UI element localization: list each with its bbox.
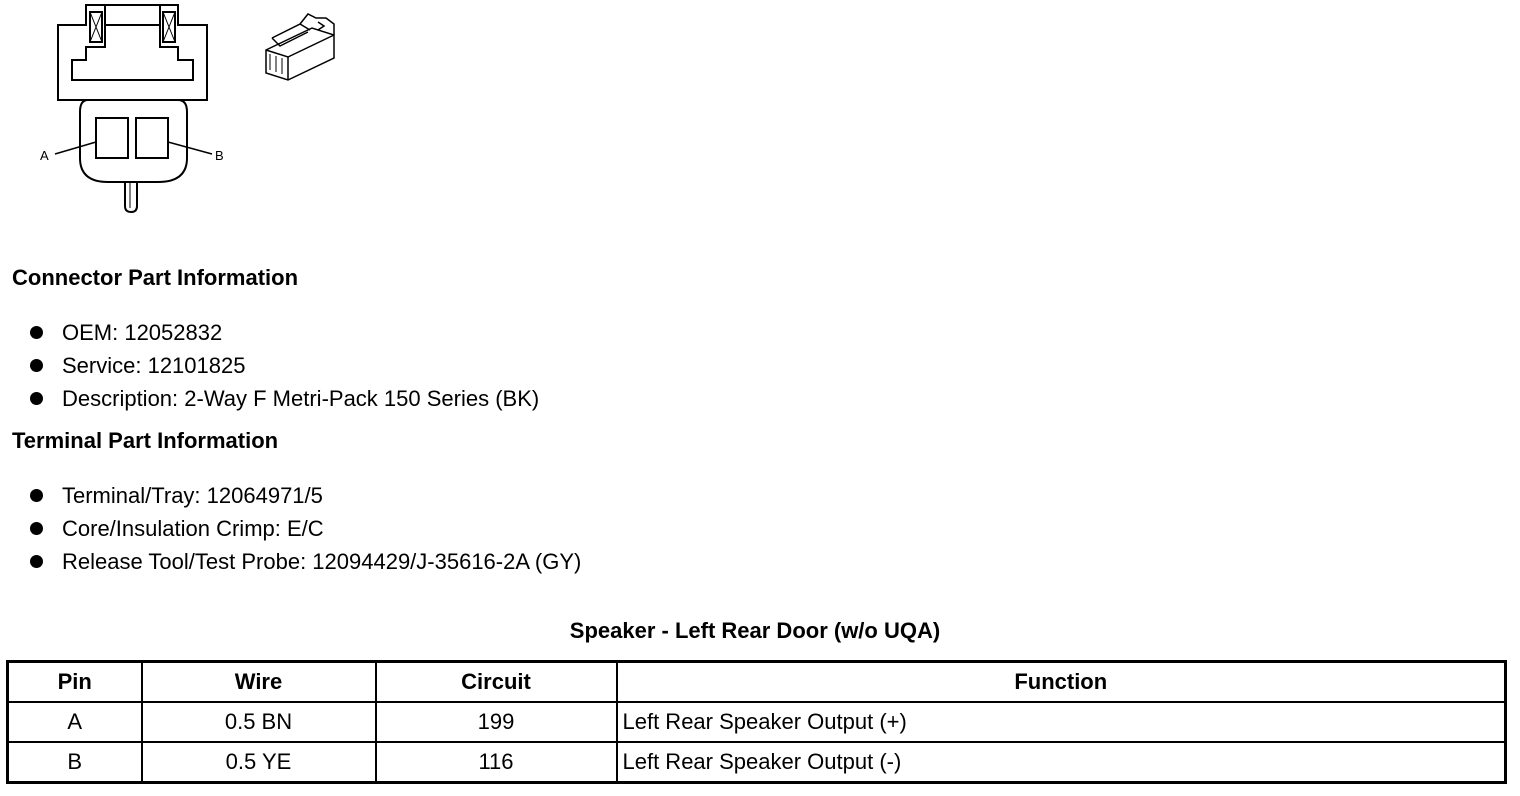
column-header-circuit: Circuit — [376, 662, 617, 703]
connector-face-view — [55, 5, 212, 212]
list-item — [30, 514, 581, 547]
list-item — [30, 318, 539, 351]
bullet-icon — [30, 359, 43, 372]
table-title: Speaker - Left Rear Door (w/o UQA) — [569, 618, 941, 643]
list-item — [30, 384, 539, 417]
pin-cell: B — [8, 742, 142, 783]
list-item-text: OEM: 12052832 — [62, 320, 223, 345]
terminal-part-info-heading: Terminal Part Information — [12, 428, 279, 453]
column-header-pin: Pin — [8, 662, 142, 703]
connector-part-info-heading: Connector Part Information — [12, 265, 299, 290]
table-row — [8, 702, 1506, 742]
circuit-cell: 199 — [376, 702, 617, 742]
connector-diagram — [0, 0, 360, 220]
connector-isometric-view — [266, 14, 334, 80]
function-cell: Left Rear Speaker Output (-) — [617, 742, 1506, 783]
function-cell: Left Rear Speaker Output (+) — [617, 702, 1506, 742]
list-item-text: Core/Insulation Crimp: E/C — [62, 516, 324, 541]
connector-part-info-list — [30, 318, 539, 417]
bullet-icon — [30, 522, 43, 535]
list-item-text: Service: 12101825 — [62, 353, 246, 378]
wire-cell: 0.5 BN — [142, 702, 376, 742]
list-item-text: Release Tool/Test Probe: 12094429/J-35616-2A (GY) — [62, 549, 582, 574]
bullet-icon — [30, 555, 43, 568]
pinout-table — [6, 660, 1507, 784]
list-item — [30, 351, 539, 384]
column-header-function: Function — [617, 662, 1506, 703]
bullet-icon — [30, 326, 43, 339]
pin-label-b: B — [215, 148, 224, 163]
list-item — [30, 547, 581, 580]
bullet-icon — [30, 392, 43, 405]
table-header-row — [8, 662, 1506, 703]
pin-label-a: A — [40, 148, 49, 163]
terminal-part-info-list — [30, 481, 581, 580]
circuit-cell: 116 — [376, 742, 617, 783]
bullet-icon — [30, 489, 43, 502]
list-item — [30, 481, 581, 514]
list-item-text: Description: 2-Way F Metri-Pack 150 Series (BK) — [62, 386, 540, 411]
column-header-wire: Wire — [142, 662, 376, 703]
table-row — [8, 742, 1506, 783]
pin-cell: A — [8, 702, 142, 742]
list-item-text: Terminal/Tray: 12064971/5 — [62, 483, 323, 508]
wire-cell: 0.5 YE — [142, 742, 376, 783]
